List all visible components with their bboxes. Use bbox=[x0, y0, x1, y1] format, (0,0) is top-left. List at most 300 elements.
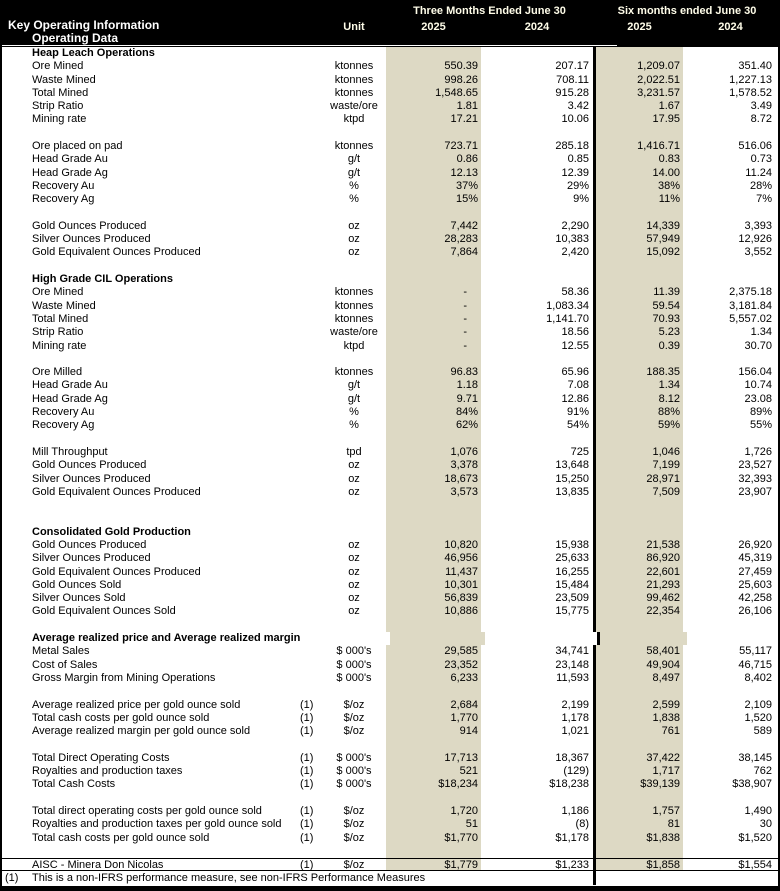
value-cell-6m-2025: 37,422 bbox=[596, 752, 683, 765]
value-cell-6m-2024: 27,459 bbox=[738, 565, 772, 578]
table-row bbox=[2, 379, 778, 392]
value-cell-6m-2024: 762 bbox=[753, 765, 772, 778]
value-cell-6m-2024: 3.49 bbox=[750, 100, 772, 113]
value-cell-6m-2024: 10.74 bbox=[744, 379, 772, 392]
value-cell-6m-2025: $1,838 bbox=[596, 832, 683, 845]
table-row bbox=[2, 725, 778, 738]
spacer-row bbox=[2, 685, 778, 698]
value-cell-q2-2024 bbox=[481, 433, 593, 446]
footnote-marker bbox=[296, 153, 322, 166]
footnote-marker bbox=[296, 220, 322, 233]
footnote-marker: (1) bbox=[300, 725, 314, 738]
value-cell-6m-2025: 1,046 bbox=[596, 446, 683, 459]
row-label: Ore Milled bbox=[32, 366, 83, 379]
unit-cell bbox=[322, 260, 386, 273]
spacer-row bbox=[2, 619, 778, 632]
row-label bbox=[2, 845, 296, 858]
value-cell-6m-2025: 58,401 bbox=[596, 645, 683, 658]
spacer-row bbox=[2, 738, 778, 751]
unit-cell bbox=[322, 433, 386, 446]
value-cell-6m-2024: 1,227.13 bbox=[729, 73, 772, 86]
unit-cell: ktonnes bbox=[334, 86, 374, 99]
value-cell-q2-2025: 29,585 bbox=[386, 645, 481, 658]
row-label: Total Mined bbox=[32, 312, 89, 325]
table-header bbox=[2, 0, 778, 47]
value-cell-q2-2024: 18,367 bbox=[555, 751, 589, 764]
value-cell-6m-2024: 3,552 bbox=[744, 246, 772, 259]
footnote-marker bbox=[296, 579, 322, 592]
value-cell-6m-2024: 1,520 bbox=[744, 711, 772, 724]
value-cell-q2-2024: 11,593 bbox=[556, 671, 589, 684]
value-cell-6m-2025: 761 bbox=[596, 725, 683, 738]
value-cell-q2-2025 bbox=[386, 433, 481, 446]
table-row bbox=[2, 60, 778, 73]
value-cell-q2-2024 bbox=[481, 512, 593, 525]
unit-cell: oz bbox=[348, 538, 360, 551]
value-cell-q2-2025 bbox=[386, 260, 481, 273]
unit-cell: $ 000's bbox=[336, 765, 372, 778]
unit-cell: % bbox=[349, 406, 359, 419]
value-cell-6m-2025: 1,838 bbox=[596, 712, 683, 725]
footnote-marker bbox=[296, 47, 322, 60]
row-label: Silver Ounces Sold bbox=[32, 592, 126, 605]
value-cell-6m-2024: 11.24 bbox=[745, 166, 772, 179]
value-cell-6m-2024: 42,258 bbox=[738, 592, 772, 605]
value-cell-q2-2025 bbox=[386, 353, 481, 366]
footnote-marker bbox=[296, 645, 322, 658]
footnote-marker bbox=[296, 379, 322, 392]
section-header-row bbox=[2, 273, 778, 286]
value-cell-q2-2024: 1,141.70 bbox=[546, 312, 589, 325]
table-row bbox=[2, 539, 778, 552]
value-cell-q2-2025 bbox=[386, 845, 481, 858]
row-label bbox=[2, 512, 296, 525]
row-label: Average realized price per gold ounce sold bbox=[32, 698, 241, 711]
footnote-marker bbox=[296, 619, 322, 632]
footnote-marker bbox=[296, 74, 322, 87]
row-label: Mining rate bbox=[32, 339, 87, 352]
value-cell-q2-2025: 998.26 bbox=[386, 74, 481, 87]
value-cell-q2-2024: 65.96 bbox=[561, 366, 589, 379]
spacer-row bbox=[2, 207, 778, 220]
section-header-row bbox=[2, 47, 778, 60]
value-cell-6m-2024 bbox=[683, 127, 778, 140]
footnote-marker bbox=[296, 286, 322, 299]
table-row bbox=[2, 286, 778, 299]
value-cell-6m-2024 bbox=[683, 273, 778, 286]
value-cell-6m-2024: 2,109 bbox=[744, 698, 772, 711]
table-row bbox=[2, 140, 778, 153]
row-label bbox=[2, 207, 296, 220]
value-cell-6m-2024: 5,557.02 bbox=[729, 312, 772, 325]
footnote-marker bbox=[296, 60, 322, 73]
unit-cell: $ 000's bbox=[336, 658, 372, 671]
value-cell-q2-2025: 1,720 bbox=[386, 805, 481, 818]
column-group-six-months: Six months ended June 30 bbox=[617, 5, 757, 17]
value-cell-q2-2024: 18.56 bbox=[561, 326, 589, 339]
footnote-marker: (1) bbox=[300, 778, 314, 791]
unit-cell bbox=[322, 512, 386, 525]
footnote-marker bbox=[296, 592, 322, 605]
table-body bbox=[2, 47, 778, 871]
footnote-marker bbox=[296, 246, 322, 259]
value-cell-6m-2025 bbox=[596, 619, 683, 632]
unit-cell bbox=[322, 685, 386, 698]
value-cell-q2-2024 bbox=[481, 738, 593, 751]
value-cell-q2-2024: $18,238 bbox=[549, 778, 589, 791]
value-cell-q2-2024: 23,509 bbox=[555, 592, 589, 605]
value-cell-q2-2024: 54% bbox=[566, 419, 589, 432]
value-cell-6m-2024: 23,907 bbox=[738, 485, 772, 498]
value-cell-q2-2024: 1,021 bbox=[561, 725, 589, 738]
table-row bbox=[2, 659, 778, 672]
value-cell-6m-2024: 8,402 bbox=[744, 671, 772, 684]
table-row bbox=[2, 153, 778, 166]
table-row bbox=[2, 113, 778, 126]
value-cell-q2-2025: 18,673 bbox=[386, 473, 481, 486]
value-cell-6m-2024: 23,527 bbox=[738, 459, 772, 472]
value-cell-q2-2024: 12.86 bbox=[561, 392, 589, 405]
table-row bbox=[2, 832, 778, 845]
value-cell-q2-2024 bbox=[481, 619, 593, 632]
value-cell-6m-2024 bbox=[683, 792, 778, 805]
footnote-marker bbox=[296, 260, 322, 273]
value-cell-q2-2025: $18,234 bbox=[386, 778, 481, 791]
value-cell-q2-2024: (129) bbox=[563, 765, 589, 778]
value-cell-6m-2025: 11% bbox=[596, 193, 683, 206]
subtitle-underline bbox=[2, 45, 617, 46]
table-row bbox=[2, 193, 778, 206]
footnote-marker bbox=[296, 87, 322, 100]
value-cell-q2-2024: $1,178 bbox=[555, 831, 589, 844]
footnote-marker bbox=[296, 326, 322, 339]
table-row bbox=[2, 778, 778, 791]
table-row bbox=[2, 167, 778, 180]
row-label: Ore Mined bbox=[32, 60, 84, 73]
table-row bbox=[2, 699, 778, 712]
unit-cell: oz bbox=[348, 565, 360, 578]
footnote-marker bbox=[296, 685, 322, 698]
footnote-marker bbox=[296, 552, 322, 565]
value-cell-6m-2025 bbox=[596, 499, 683, 512]
row-label: Ore placed on pad bbox=[32, 140, 123, 153]
footnote-marker bbox=[296, 792, 322, 805]
value-cell-q2-2025: 1.81 bbox=[386, 100, 481, 113]
unit-cell: ktonnes bbox=[334, 312, 374, 325]
unit-cell bbox=[322, 738, 386, 751]
value-cell-q2-2025 bbox=[386, 738, 481, 751]
table-row bbox=[2, 712, 778, 725]
table-row bbox=[2, 579, 778, 592]
value-cell-6m-2024 bbox=[683, 353, 778, 366]
row-label: Cost of Sales bbox=[32, 658, 98, 671]
footnote-marker bbox=[296, 605, 322, 618]
unit-cell: ktonnes bbox=[334, 366, 374, 379]
footnote-marker bbox=[296, 738, 322, 751]
value-cell-6m-2025 bbox=[596, 433, 683, 446]
row-label: Ore Mined bbox=[32, 286, 84, 299]
table-row bbox=[2, 752, 778, 765]
spacer-row bbox=[2, 512, 778, 525]
value-cell-q2-2025: 1,770 bbox=[386, 712, 481, 725]
unit-cell: $/oz bbox=[343, 725, 365, 738]
value-cell-q2-2025: $1,770 bbox=[386, 832, 481, 845]
unit-cell bbox=[322, 526, 386, 539]
value-cell-6m-2025: $39,139 bbox=[596, 778, 683, 791]
footnote-marker bbox=[296, 459, 322, 472]
value-cell-q2-2025: - bbox=[386, 286, 481, 299]
spacer-row bbox=[2, 499, 778, 512]
value-cell-6m-2025: 22,354 bbox=[596, 605, 683, 618]
value-cell-6m-2025: 22,601 bbox=[596, 566, 683, 579]
value-cell-6m-2025: 88% bbox=[596, 406, 683, 419]
footnote-marker: (1) bbox=[300, 818, 314, 831]
unit-cell: oz bbox=[348, 246, 360, 259]
value-cell-6m-2025: 1,416.71 bbox=[596, 140, 683, 153]
value-cell-6m-2024: 7% bbox=[756, 193, 772, 206]
unit-cell: $ 000's bbox=[336, 645, 372, 658]
value-cell-q2-2024: 10,383 bbox=[555, 233, 589, 246]
row-label bbox=[2, 792, 296, 805]
table-row bbox=[2, 100, 778, 113]
value-cell-6m-2024: 1,578.52 bbox=[729, 86, 772, 99]
value-cell-6m-2025 bbox=[596, 353, 683, 366]
footnote-marker bbox=[296, 300, 322, 313]
value-cell-q2-2024: 207.17 bbox=[555, 60, 589, 73]
table-row bbox=[2, 566, 778, 579]
value-cell-6m-2025: 57,949 bbox=[596, 233, 683, 246]
value-cell-6m-2024 bbox=[683, 433, 778, 446]
value-cell-q2-2025 bbox=[386, 207, 481, 220]
row-label: Total Mined bbox=[32, 86, 89, 99]
row-label: Head Grade Ag bbox=[32, 166, 108, 179]
footnote-text: This is a non-IFRS performance measure, see non-IFRS Performance Measures bbox=[32, 872, 426, 885]
value-cell-6m-2025 bbox=[596, 207, 683, 220]
unit-cell bbox=[326, 632, 390, 645]
table-row bbox=[2, 87, 778, 100]
unit-cell: oz bbox=[348, 578, 360, 591]
value-cell-6m-2025: 188.35 bbox=[596, 366, 683, 379]
footnote-marker bbox=[296, 473, 322, 486]
unit-cell: g/t bbox=[347, 153, 361, 166]
value-cell-6m-2024 bbox=[683, 685, 778, 698]
year-header-q2-2025: 2025 bbox=[421, 21, 446, 33]
value-cell-q2-2024 bbox=[485, 632, 597, 645]
table-row bbox=[2, 858, 778, 871]
table-row bbox=[2, 552, 778, 565]
value-cell-6m-2025: 3,231.57 bbox=[596, 87, 683, 100]
value-cell-6m-2024: 46,715 bbox=[738, 658, 772, 671]
table-row bbox=[2, 459, 778, 472]
value-cell-6m-2025: 21,293 bbox=[596, 579, 683, 592]
value-cell-q2-2025: 23,352 bbox=[386, 659, 481, 672]
row-label: Head Grade Ag bbox=[32, 392, 108, 405]
row-label bbox=[2, 433, 296, 446]
value-cell-6m-2024: $1,554 bbox=[738, 859, 772, 872]
footnote-marker bbox=[296, 340, 322, 353]
row-label: Mining rate bbox=[32, 113, 87, 126]
footnote-marker bbox=[296, 180, 322, 193]
footnote-marker: (1) bbox=[300, 859, 314, 872]
value-cell-q2-2024: 2,290 bbox=[561, 219, 589, 232]
value-cell-6m-2025 bbox=[596, 792, 683, 805]
value-cell-q2-2025: 9.71 bbox=[386, 393, 481, 406]
table-row bbox=[2, 246, 778, 259]
value-cell-6m-2025: 15,092 bbox=[596, 246, 683, 259]
row-label: Recovery Au bbox=[32, 406, 95, 419]
footnote-marker bbox=[296, 406, 322, 419]
value-cell-6m-2024: 26,920 bbox=[738, 538, 772, 551]
unit-cell: oz bbox=[348, 219, 360, 232]
value-cell-6m-2024: 2,375.18 bbox=[729, 286, 772, 299]
row-label: Gold Ounces Sold bbox=[32, 578, 122, 591]
year-header-6m-2025: 2025 bbox=[627, 21, 652, 33]
table-row bbox=[2, 672, 778, 685]
value-cell-q2-2025 bbox=[386, 512, 481, 525]
value-cell-6m-2025 bbox=[596, 845, 683, 858]
value-cell-6m-2024: 156.04 bbox=[738, 366, 772, 379]
row-label: Gold Equivalent Ounces Produced bbox=[32, 565, 201, 578]
footnote-marker bbox=[296, 419, 322, 432]
value-cell-q2-2024 bbox=[481, 499, 593, 512]
value-cell-6m-2025: 1.67 bbox=[596, 100, 683, 113]
footnote-marker bbox=[296, 273, 322, 286]
table-row bbox=[2, 340, 778, 353]
table-row bbox=[2, 406, 778, 419]
footnote-marker bbox=[296, 100, 322, 113]
value-cell-q2-2024: 1,083.34 bbox=[546, 299, 589, 312]
unit-cell: g/t bbox=[347, 392, 361, 405]
footnote-marker bbox=[296, 207, 322, 220]
value-cell-6m-2024: 8.72 bbox=[750, 113, 772, 126]
unit-cell: ktpd bbox=[343, 339, 365, 352]
row-label: Heap Leach Operations bbox=[32, 47, 155, 59]
value-cell-q2-2025: 3,573 bbox=[386, 486, 481, 499]
unit-cell: waste/ore bbox=[330, 100, 378, 113]
table-row bbox=[2, 313, 778, 326]
row-label: Recovery Ag bbox=[32, 193, 95, 206]
unit-cell: oz bbox=[348, 233, 360, 246]
row-label: Total Direct Operating Costs bbox=[32, 751, 170, 764]
unit-cell: ktpd bbox=[343, 113, 365, 126]
unit-cell: tpd bbox=[346, 445, 362, 458]
footnote-marker bbox=[296, 127, 322, 140]
row-label: Royalties and production taxes per gold ounce sold bbox=[32, 818, 282, 831]
value-cell-6m-2024 bbox=[683, 260, 778, 273]
value-cell-q2-2025: 914 bbox=[386, 725, 481, 738]
value-cell-6m-2025: 0.39 bbox=[596, 340, 683, 353]
footnote-marker bbox=[296, 499, 322, 512]
spacer-row bbox=[2, 127, 778, 140]
value-cell-q2-2024: 10.06 bbox=[561, 113, 589, 126]
table-row bbox=[2, 300, 778, 313]
value-cell-q2-2025: 17,713 bbox=[386, 752, 481, 765]
table-row bbox=[2, 220, 778, 233]
unit-cell: oz bbox=[348, 459, 360, 472]
row-label: Strip Ratio bbox=[32, 326, 84, 339]
row-label bbox=[2, 685, 296, 698]
unit-cell: oz bbox=[348, 552, 360, 565]
unit-cell: % bbox=[349, 179, 359, 192]
value-cell-6m-2024: 351.40 bbox=[738, 60, 772, 73]
row-label bbox=[2, 260, 296, 273]
row-label: Gold Equivalent Ounces Produced bbox=[32, 246, 201, 259]
unit-cell: oz bbox=[348, 605, 360, 618]
row-label bbox=[2, 738, 296, 751]
row-label: Mill Throughput bbox=[32, 445, 108, 458]
value-cell-6m-2025: 38% bbox=[596, 180, 683, 193]
value-cell-6m-2024 bbox=[683, 512, 778, 525]
footnote-marker bbox=[296, 512, 322, 525]
value-cell-q2-2024: 91% bbox=[566, 406, 589, 419]
value-cell-q2-2025: 11,437 bbox=[386, 566, 481, 579]
value-cell-q2-2025: 28,283 bbox=[386, 233, 481, 246]
value-cell-6m-2024 bbox=[683, 47, 778, 60]
value-cell-6m-2025: 5.23 bbox=[596, 326, 683, 339]
value-cell-q2-2024: 285.18 bbox=[555, 140, 589, 153]
value-cell-q2-2025: 17.21 bbox=[386, 113, 481, 126]
footnote-marker bbox=[296, 193, 322, 206]
row-label: Gold Ounces Produced bbox=[32, 219, 147, 232]
value-cell-6m-2024: $38,907 bbox=[732, 778, 772, 791]
value-cell-q2-2024: 15,775 bbox=[555, 605, 589, 618]
value-cell-6m-2024: 3,393 bbox=[744, 219, 772, 232]
spacer-row bbox=[2, 353, 778, 366]
unit-cell: $ 000's bbox=[336, 751, 372, 764]
unit-cell bbox=[322, 353, 386, 366]
footnote-marker: (1) bbox=[300, 831, 314, 844]
value-cell-q2-2024: 15,250 bbox=[555, 472, 589, 485]
row-label: Recovery Au bbox=[32, 179, 95, 192]
footnote-marker bbox=[296, 539, 322, 552]
value-cell-q2-2024: 12.55 bbox=[561, 339, 589, 352]
value-cell-q2-2024: 25,633 bbox=[555, 552, 589, 565]
unit-cell bbox=[322, 619, 386, 632]
table-row bbox=[2, 473, 778, 486]
footnote-marker: (1) bbox=[5, 872, 19, 885]
unit-cell: ktonnes bbox=[334, 299, 374, 312]
footnote-marker: (1) bbox=[300, 765, 314, 778]
value-cell-q2-2025: - bbox=[386, 300, 481, 313]
value-cell-6m-2024: 32,393 bbox=[738, 472, 772, 485]
value-cell-q2-2025: - bbox=[386, 326, 481, 339]
section-header-row bbox=[2, 526, 778, 539]
value-cell-6m-2024: 516.06 bbox=[738, 140, 772, 153]
value-cell-6m-2024: 1,726 bbox=[744, 445, 772, 458]
unit-cell: $/oz bbox=[343, 711, 365, 724]
value-cell-q2-2024 bbox=[481, 792, 593, 805]
footnote-marker: (1) bbox=[300, 751, 314, 764]
unit-cell: ktonnes bbox=[334, 73, 374, 86]
footnote-marker bbox=[296, 140, 322, 153]
value-cell-q2-2024 bbox=[481, 207, 593, 220]
value-cell-q2-2025: - bbox=[386, 340, 481, 353]
value-cell-q2-2025: 15% bbox=[386, 193, 481, 206]
row-label bbox=[2, 127, 296, 140]
value-cell-q2-2024: 915.28 bbox=[555, 86, 589, 99]
value-cell-6m-2024: 30.70 bbox=[744, 339, 772, 352]
value-cell-q2-2024: 23,148 bbox=[555, 658, 589, 671]
value-cell-6m-2025: 2,022.51 bbox=[596, 74, 683, 87]
row-label: Silver Ounces Produced bbox=[32, 552, 151, 565]
value-cell-q2-2025 bbox=[386, 127, 481, 140]
value-cell-q2-2024: 13,835 bbox=[555, 485, 589, 498]
value-cell-6m-2024: 25,603 bbox=[738, 578, 772, 591]
value-cell-q2-2025: 46,956 bbox=[386, 552, 481, 565]
value-cell-q2-2024: 0.85 bbox=[567, 153, 589, 166]
value-cell-q2-2024: 3.42 bbox=[567, 100, 589, 113]
unit-cell: oz bbox=[348, 485, 360, 498]
